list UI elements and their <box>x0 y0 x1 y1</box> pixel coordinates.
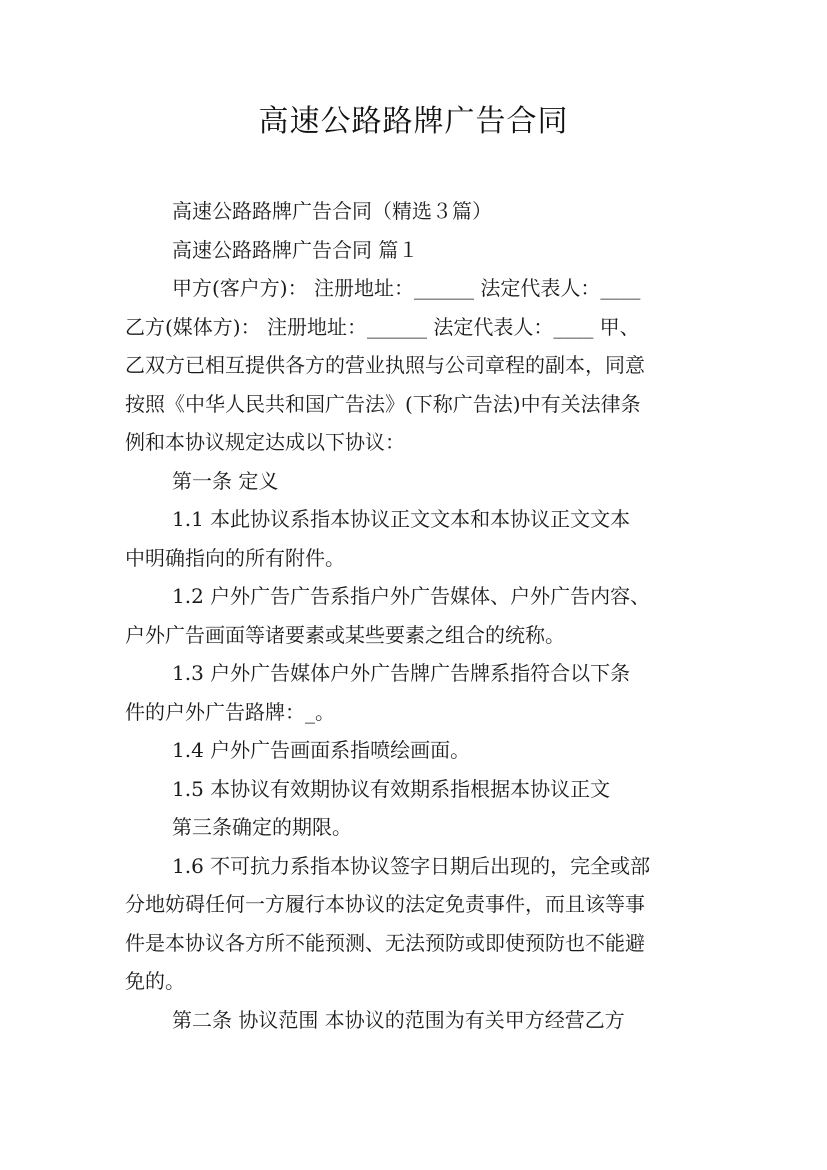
paragraph-line: 件的户外广告路牌：_。 <box>125 699 335 724</box>
paragraph-line: 1.3 户外广告媒体户外广告牌广告牌系指符合以下条 <box>172 661 631 685</box>
paragraph-line: 按照《中华人民共和国广告法》(下称广告法)中有关法律条 <box>125 391 641 416</box>
paragraph-line: 1.2 户外广告广告系指户外广告媒体、户外广告内容、 <box>172 584 651 608</box>
paragraph-line: 分地妨碍任何一方履行本协议的法定免责事件，而且该等事 <box>125 892 645 916</box>
paragraph-line: 乙方(媒体方)： 注册地址：______ 法定代表人：____ 甲、 <box>125 314 640 339</box>
paragraph-line: 乙双方已相互提供各方的营业执照与公司章程的副本，同意 <box>125 353 645 377</box>
paragraph-line: 甲方(客户方)： 注册地址：______ 法定代表人：____ <box>172 276 641 300</box>
paragraph-line: 件是本协议各方所不能预测、无法预防或即使预防也不能避 <box>125 930 645 955</box>
paragraph-line: 1.5 本协议有效期协议有效期系指根据本协议正文 <box>172 776 611 801</box>
paragraph-line: 中明确指向的所有附件。 <box>125 545 345 570</box>
paragraph-line: 第三条确定的期限。 <box>172 815 352 839</box>
paragraph-line: 例和本协议规定达成以下协议： <box>125 430 405 454</box>
paragraph-line: 第一条 定义 <box>172 468 279 493</box>
paragraph-line: 户外广告画面等诸要素或某些要素之组合的统称。 <box>125 622 565 647</box>
paragraph-line: 1.6 不可抗力系指本协议签字日期后出现的，完全或部 <box>172 853 651 878</box>
paragraph-line: 第二条 协议范围 本协议的范围为有关甲方经营乙方 <box>172 1007 625 1032</box>
paragraph-line: 免的。 <box>125 969 185 993</box>
paragraph-line: 高速公路路牌广告合同（精选３篇） <box>172 199 492 223</box>
paragraph-line: 1.1 本此协议系指本协议正文文本和本协议正文文本 <box>172 507 631 531</box>
document-title: 高速公路路牌广告合同 <box>258 104 569 139</box>
paragraph-line: 高速公路路牌广告合同 篇１ <box>172 237 419 262</box>
paragraph-line: 1.4 户外广告画面系指喷绘画面。 <box>172 738 471 762</box>
